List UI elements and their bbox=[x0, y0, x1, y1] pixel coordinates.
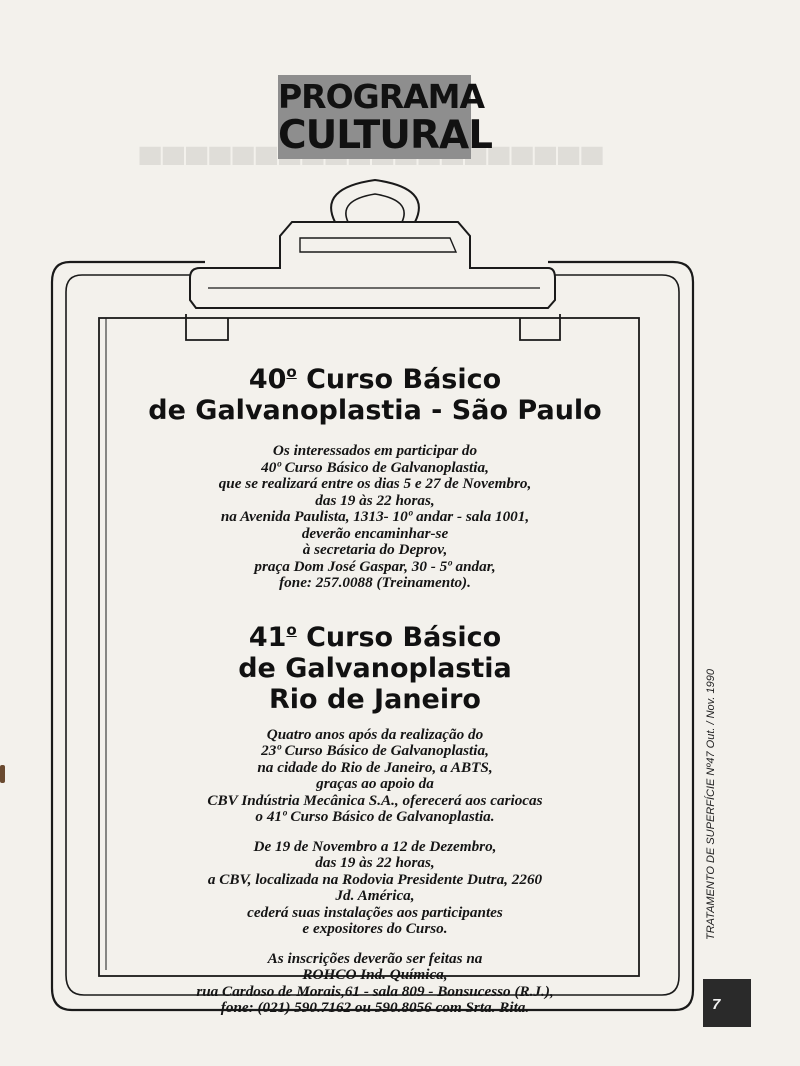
page-number-box bbox=[703, 979, 751, 1027]
running-head: TRATAMENTO DE SUPERFÍCIE Nº47 Out. / Nov. 1990 bbox=[705, 669, 717, 940]
clip-body bbox=[190, 222, 555, 308]
course-40-title bbox=[108, 357, 642, 426]
course-40-line: deverão encaminhar-se bbox=[301, 524, 449, 542]
course-41-line: CBV Indústria Mecânica S.A., oferecerá aos cariocas bbox=[207, 791, 543, 809]
course-41-line: fone: (021) 590.7162 ou 590.8056 com Srta. Rita. bbox=[220, 999, 530, 1016]
course-40-title-rest: Curso Básico bbox=[296, 364, 502, 395]
course-40-line: que se realizará entre os dias 5 e 27 de Novembro, bbox=[218, 475, 532, 492]
course-41-title-rest: Curso Básico bbox=[296, 621, 502, 653]
course-40-line: das 19 às 22 horas, bbox=[315, 491, 435, 509]
course-41-title-number: 41 bbox=[248, 621, 287, 653]
course-41-line: das 19 às 22 horas, bbox=[315, 854, 435, 871]
course-40-paragraph bbox=[108, 443, 642, 592]
course-41-line: Quatro anos após da realização do bbox=[266, 725, 484, 743]
course-41-line: e expositores do Curso. bbox=[302, 920, 448, 937]
course-40-title-line2: de Galvanoplastia - São Paulo bbox=[148, 395, 602, 426]
course-40-line: Os interessados em participar do bbox=[272, 442, 478, 459]
course-41-line: na cidade do Rio de Janeiro, a ABTS, bbox=[257, 758, 493, 776]
clip-top-ring bbox=[331, 180, 419, 222]
course-41-line: o 41º Curso Básico de Galvanoplastia. bbox=[255, 808, 495, 825]
course-41-line: 23º Curso Básico de Galvanoplastia, bbox=[261, 742, 489, 759]
course-41-title-line2: de Galvanoplastia bbox=[238, 652, 512, 684]
course-41-title-ordinal: o bbox=[286, 620, 297, 639]
course-41-line: cederá suas instalações aos participantes bbox=[247, 903, 503, 921]
course-40-line: na Avenida Paulista, 1313- 10º andar - sala 1001, bbox=[220, 508, 530, 525]
course-41-line: a CBV, localizada na Rodovia Presidente Dutra, 2260 bbox=[207, 870, 543, 888]
course-41-title-line3: Rio de Janeiro bbox=[269, 683, 481, 715]
section-header-line1: PROGRAMA bbox=[278, 77, 485, 116]
course-41-line: graças ao apoio da bbox=[316, 775, 434, 792]
course-41-line: As inscrições deverão ser feitas na bbox=[267, 949, 483, 967]
course-40-line: praça Dom José Gaspar, 30 - 5º andar, bbox=[254, 557, 496, 575]
course-41-paragraph-3 bbox=[108, 951, 642, 1017]
course-41-paragraph-2 bbox=[108, 839, 642, 938]
binding-mark bbox=[0, 765, 5, 783]
course-41-line: De 19 de Novembro a 12 de Dezembro, bbox=[253, 837, 497, 855]
course-40-title-ordinal: o bbox=[286, 363, 297, 381]
course-41-paragraph-1 bbox=[108, 727, 642, 826]
section-header-line2: CULTURAL bbox=[278, 113, 493, 158]
course-40-title-number: 40 bbox=[248, 364, 287, 395]
course-41-line: ROHCO Ind. Química, bbox=[302, 966, 448, 983]
course-41-title bbox=[108, 615, 642, 715]
course-40-line: à secretaria do Deprov, bbox=[302, 541, 448, 558]
course-41-line: Jd. América, bbox=[335, 887, 415, 904]
clipboard-text bbox=[108, 350, 642, 1017]
page-number: 7 bbox=[712, 996, 721, 1013]
bleed-through-line: ▀▀▀▀▀▀▀▀▀▀▀▀▀▀▀▀▀▀▀▀ bbox=[137, 148, 603, 181]
clip-ring-inner bbox=[346, 194, 404, 222]
course-40-line: 40º Curso Básico de Galvanoplastia, bbox=[261, 458, 489, 476]
course-40-line: fone: 257.0088 (Treinamento). bbox=[279, 574, 471, 591]
course-41-line: rua Cardoso de Morais,61 - sala 809 - Bonsucesso (R.J.), bbox=[196, 982, 554, 1000]
